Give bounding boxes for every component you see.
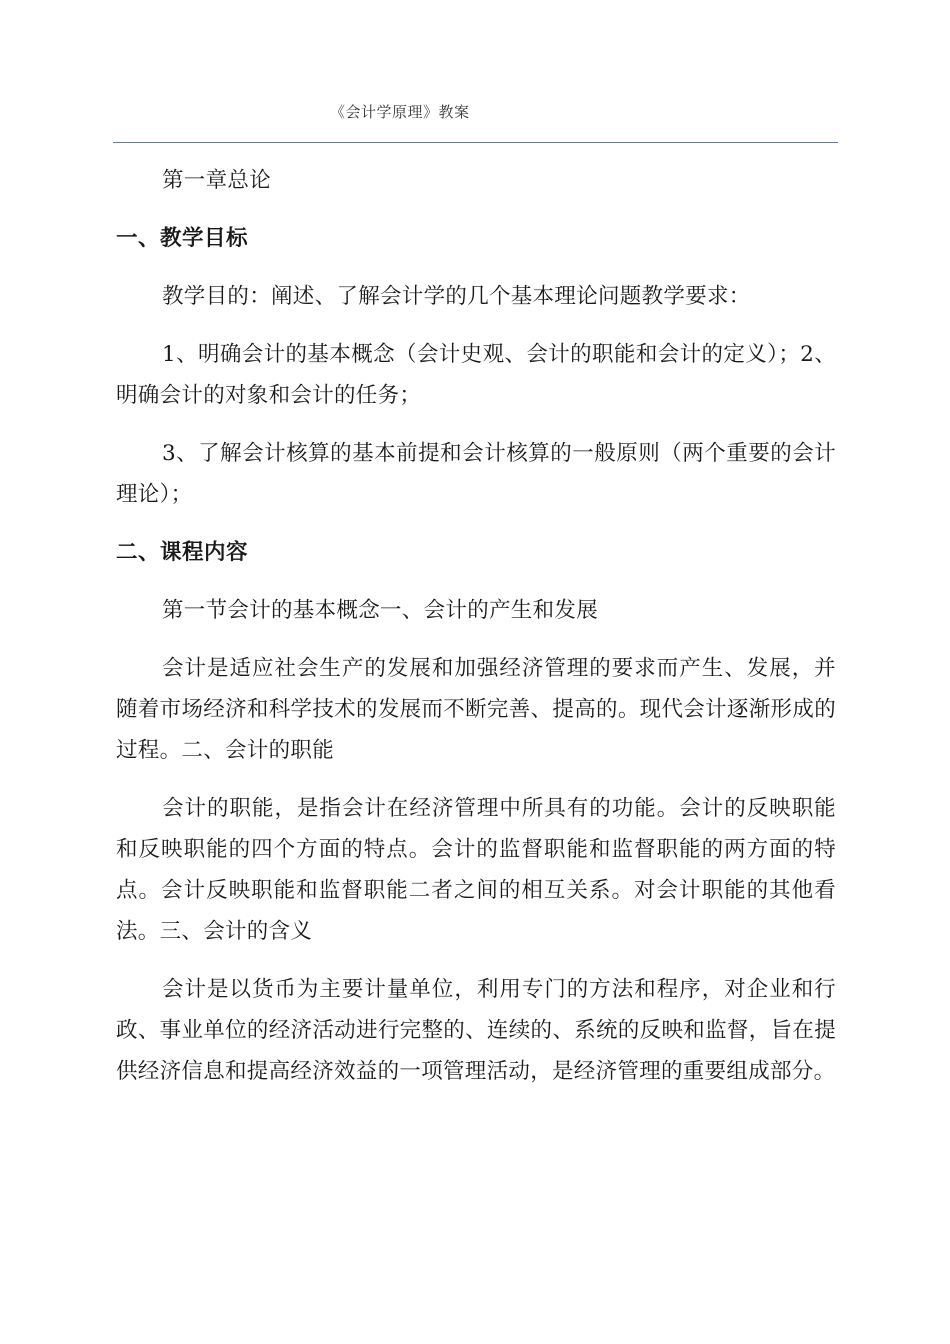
paragraph-section-one: 第一节会计的基本概念一、会计的产生和发展 <box>162 598 599 623</box>
paragraph-accounting-functions: 会计的职能，是指会计在经济管理中所具有的功能。会计的反映职能和反映职能的四个方面的特点。会计的监督职能和监督职能的两方面的特点。会计反映职能和监督职能二者之间的相互关系。对会计职能的其他看法。三、会计的含义 <box>116 796 836 944</box>
paragraph-accounting-definition: 会计是以货币为主要计量单位，利用专门的方法和程序，对企业和行政、事业单位的经济活动进行完整的、连续的、系统的反映和监督，旨在提供经济信息和提高经济效益的一项管理活动，是经济管理的重要组成部分。 <box>116 977 836 1084</box>
paragraph-requirement-3: 3、了解会计核算的基本前提和会计核算的一般原则（两个重要的会计理论）； <box>116 441 836 507</box>
section-heading-objectives: 一、教学目标 <box>116 226 249 251</box>
section-heading-course-content: 二、课程内容 <box>116 540 249 565</box>
paragraph-requirements-1-2: 1、明确会计的基本概念（会计史观、会计的职能和会计的定义）；2、明确会计的对象和会计的任务； <box>116 342 836 408</box>
chapter-title: 第一章总论 <box>162 168 272 193</box>
paragraph-teaching-purpose: 教学目的：阐述、了解会计学的几个基本理论问题教学要求： <box>162 284 751 309</box>
header-divider <box>113 142 838 143</box>
document-body <box>116 160 836 1109</box>
page-header-title: 《会计学原理》教案 <box>330 103 470 121</box>
paragraph-accounting-origin: 会计是适应社会生产的发展和加强经济管理的要求而产生、发展，并随着市场经济和科学技术的发展而不断完善、提高的。现代会计逐渐形成的过程。二、会计的职能 <box>116 656 836 763</box>
